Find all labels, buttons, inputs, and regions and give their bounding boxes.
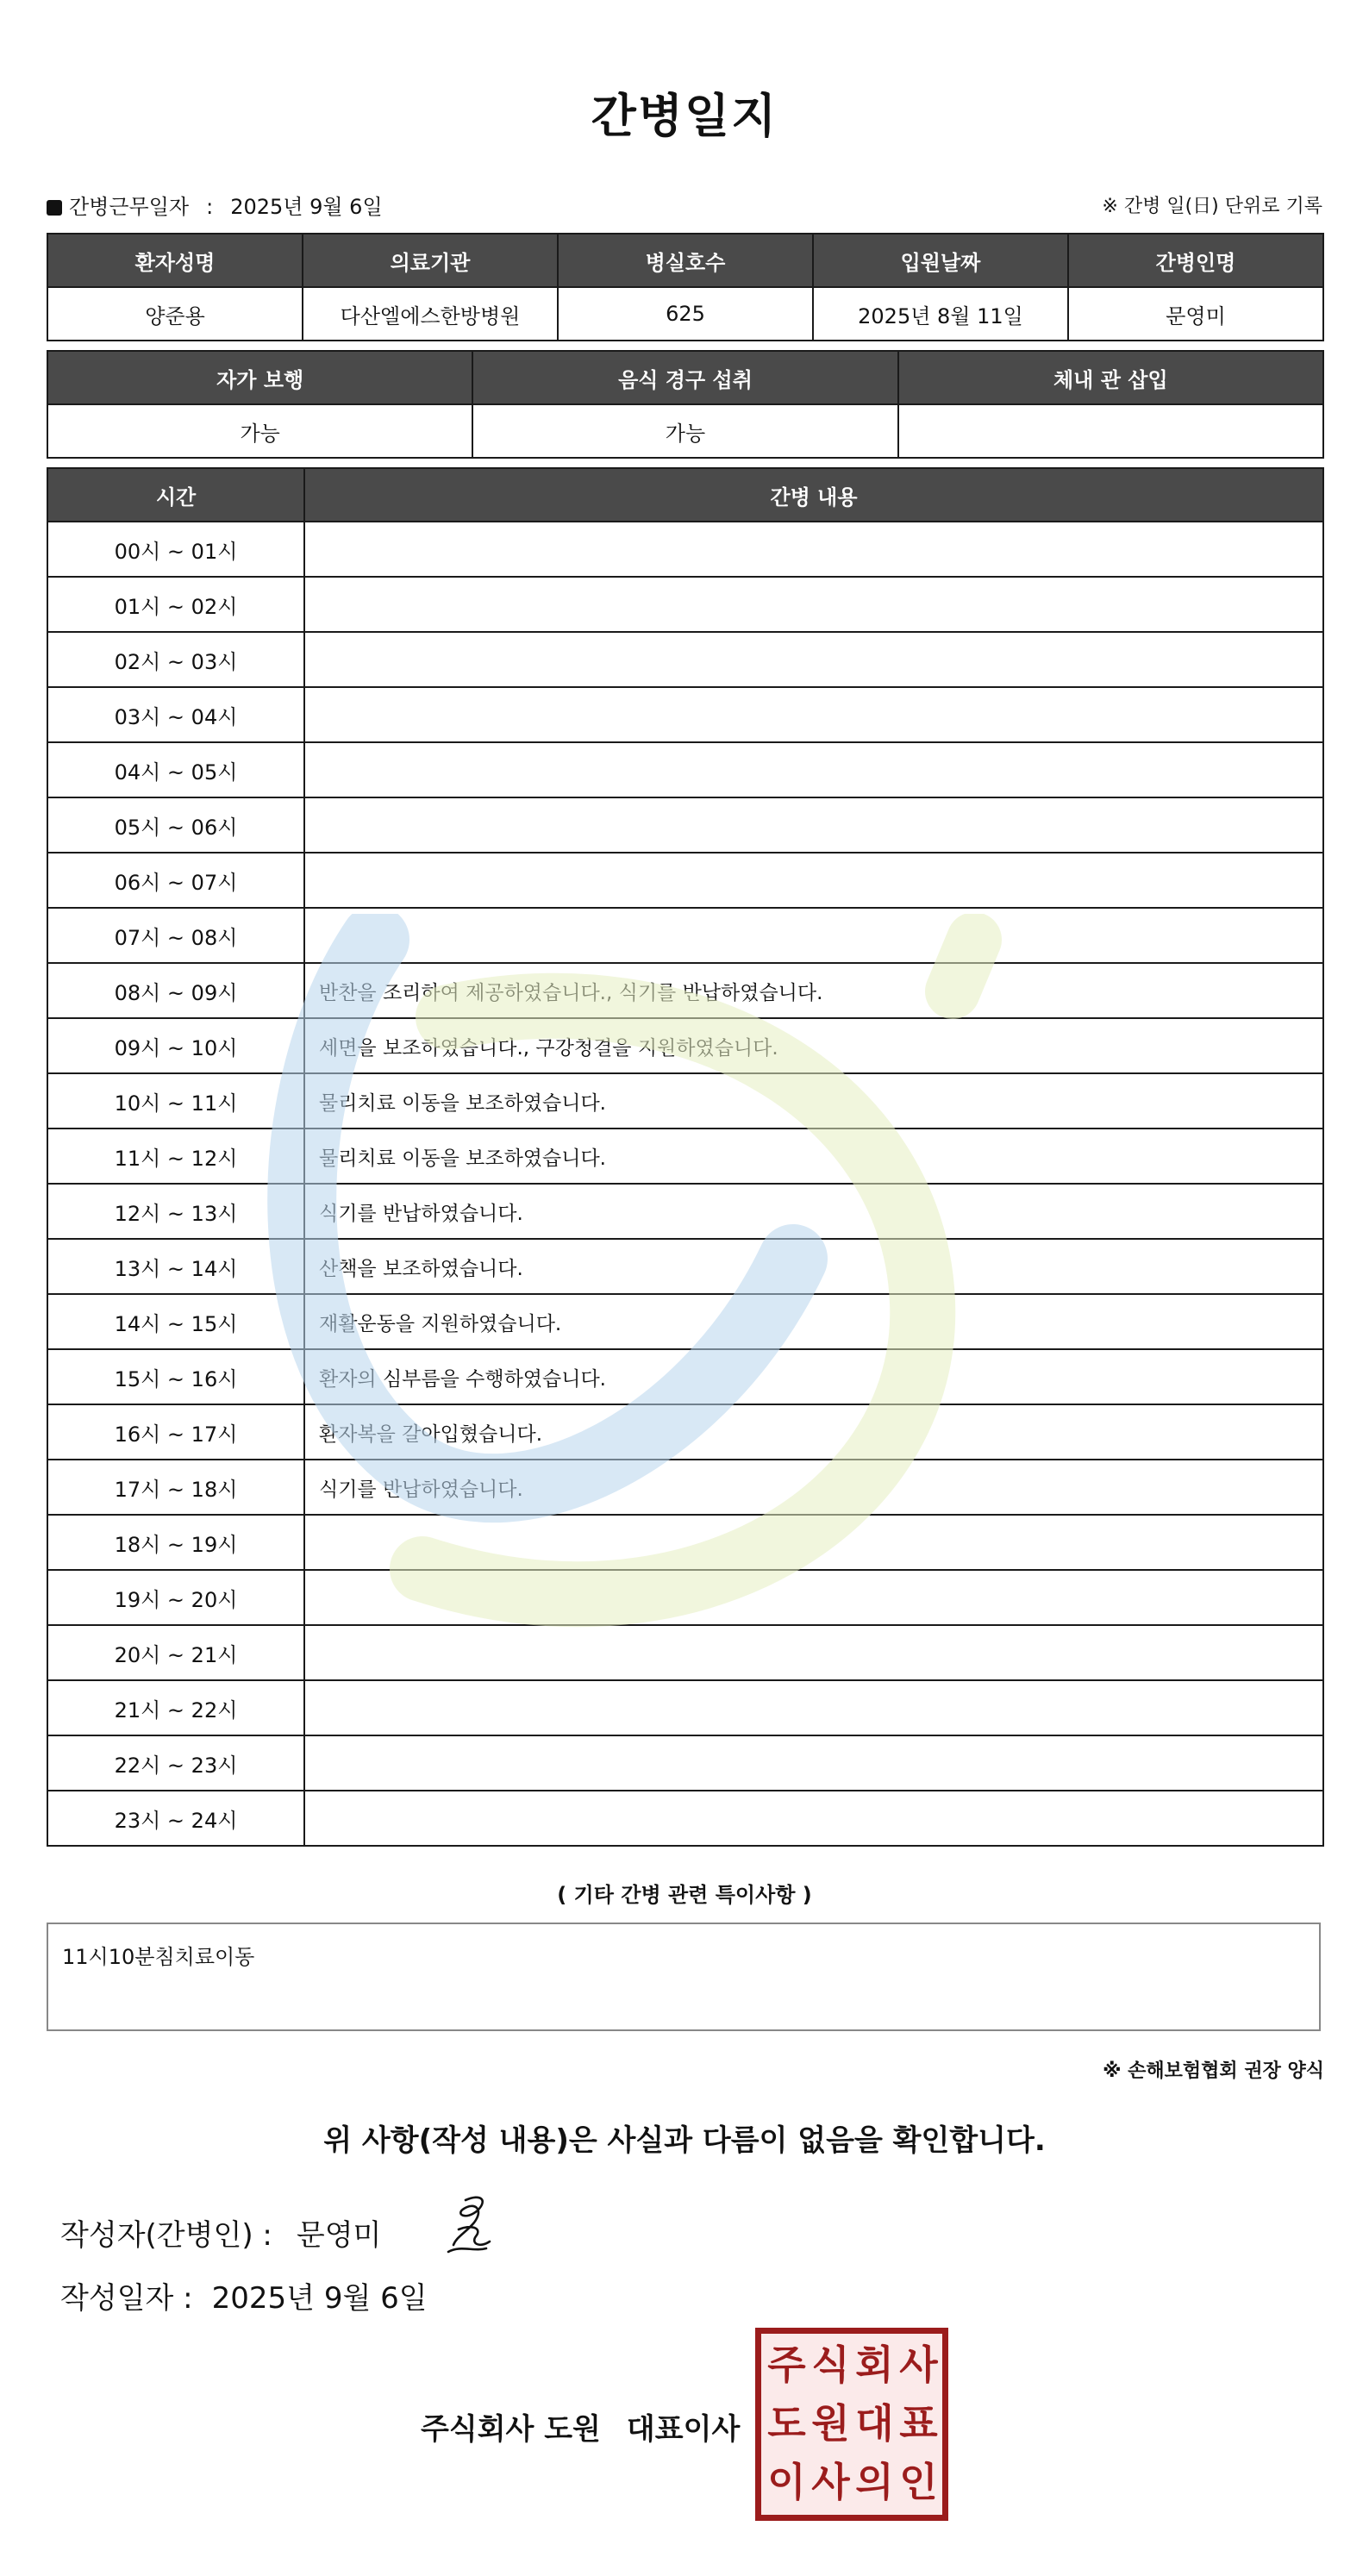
log-row: [47, 632, 1323, 687]
company-name: 주식회사 도원: [421, 2412, 601, 2447]
notes-title: ( 기타 간병 관련 특이사항 ): [557, 1883, 812, 1907]
log-time: 10시 ~ 11시: [47, 1073, 304, 1129]
log-content: [304, 1625, 1323, 1680]
log-row: [47, 797, 1323, 853]
log-content: 환자복을 갈아입혔습니다.: [304, 1404, 1323, 1460]
log-content: [304, 632, 1323, 687]
header-caregiver-name: 간병인명: [1068, 234, 1323, 287]
log-row: [47, 1680, 1323, 1735]
log-row: [47, 522, 1323, 577]
log-row: [47, 1515, 1323, 1570]
seal-char: 도: [767, 2400, 806, 2447]
log-row: [47, 1239, 1323, 1294]
log-row: [47, 1570, 1323, 1625]
log-row: [47, 908, 1323, 963]
header-self-walking: 자가 보행: [47, 351, 472, 404]
log-time: 15시 ~ 16시: [47, 1349, 304, 1404]
header-time: 시간: [47, 468, 304, 522]
seal-char: 이: [767, 2459, 806, 2505]
notes-box: 11시10분침치료이동: [47, 1923, 1321, 2031]
seal-char: 표: [899, 2400, 938, 2447]
seal-char: 식: [811, 2342, 850, 2388]
patient-info-table: [47, 233, 1324, 341]
log-content: 식기를 반납하였습니다.: [304, 1460, 1323, 1515]
work-date-separator: :: [206, 195, 214, 219]
header-admission-date: 입원날짜: [813, 234, 1068, 287]
log-time: 08시 ~ 09시: [47, 963, 304, 1018]
log-time: 05시 ~ 06시: [47, 797, 304, 853]
log-content: [304, 1791, 1323, 1846]
seal-char: 대: [855, 2400, 894, 2447]
log-time: 06시 ~ 07시: [47, 853, 304, 908]
log-time: 22시 ~ 23시: [47, 1735, 304, 1791]
log-time: 01시 ~ 02시: [47, 577, 304, 632]
log-content: [304, 853, 1323, 908]
log-content: 물리치료 이동을 보조하였습니다.: [304, 1073, 1323, 1129]
page-title: 간병일지: [591, 89, 778, 143]
log-row: [47, 1349, 1323, 1404]
log-content: [304, 1735, 1323, 1791]
company-title: 대표이사: [626, 2412, 741, 2447]
log-time: 17시 ~ 18시: [47, 1460, 304, 1515]
writer-name: 문영미: [296, 2218, 382, 2253]
log-row: [47, 1294, 1323, 1349]
log-content: [304, 577, 1323, 632]
log-row: [47, 687, 1323, 742]
work-date-value: 2025년 9월 6일: [230, 195, 383, 219]
log-time: 04시 ~ 05시: [47, 742, 304, 797]
log-time: 11시 ~ 12시: [47, 1129, 304, 1184]
status-header-row: [47, 351, 1323, 404]
log-row: [47, 1129, 1323, 1184]
association-note: ※ 손해보험협회 권장 양식: [1103, 2060, 1324, 2082]
seal-char: 원: [811, 2400, 850, 2447]
log-time: 07시 ~ 08시: [47, 908, 304, 963]
log-content: 반찬을 조리하여 제공하였습니다., 식기를 반납하였습니다.: [304, 963, 1323, 1018]
log-time: 23시 ~ 24시: [47, 1791, 304, 1846]
log-row: [47, 1625, 1323, 1680]
writer-line: [60, 2211, 381, 2254]
oral-intake-value: 가능: [472, 404, 897, 458]
seal-char: 주: [767, 2342, 806, 2388]
handwritten-signature: [440, 2191, 500, 2260]
patient-value-row: [47, 287, 1323, 341]
header-patient-name: 환자성명: [47, 234, 303, 287]
log-time: 19시 ~ 20시: [47, 1570, 304, 1625]
log-row: [47, 853, 1323, 908]
header-institution: 의료기관: [303, 234, 558, 287]
log-content: 환자의 심부름을 수행하였습니다.: [304, 1349, 1323, 1404]
company-line: [421, 2405, 740, 2448]
header-room-number: 병실호수: [558, 234, 813, 287]
log-row: [47, 742, 1323, 797]
log-body: [47, 522, 1323, 1846]
writer-label: 작성자(간병인) :: [60, 2218, 272, 2253]
header-oral-intake: 음식 경구 섭취: [472, 351, 897, 404]
work-date: [47, 190, 383, 220]
log-row: [47, 963, 1323, 1018]
admission-date: 2025년 8월 11일: [813, 287, 1068, 341]
patient-status-table: [47, 350, 1324, 459]
log-content: [304, 797, 1323, 853]
log-content: [304, 1680, 1323, 1735]
header-tube-insertion: 체내 관 삽입: [898, 351, 1323, 404]
patient-name: 양준용: [47, 287, 303, 341]
log-row: [47, 1073, 1323, 1129]
seal-char: 회: [855, 2342, 894, 2388]
log-content: 식기를 반납하였습니다.: [304, 1184, 1323, 1239]
log-row: [47, 1018, 1323, 1073]
room-number: 625: [558, 287, 813, 341]
log-time: 14시 ~ 15시: [47, 1294, 304, 1349]
log-time: 13시 ~ 14시: [47, 1239, 304, 1294]
log-content: 물리치료 이동을 보조하였습니다.: [304, 1129, 1323, 1184]
log-content: 재활운동을 지원하였습니다.: [304, 1294, 1323, 1349]
log-content: 산책을 보조하였습니다.: [304, 1239, 1323, 1294]
written-date-line: [60, 2274, 428, 2317]
log-content: 세면을 보조하였습니다., 구강청결을 지원하였습니다.: [304, 1018, 1323, 1073]
status-value-row: [47, 404, 1323, 458]
log-content: [304, 1515, 1323, 1570]
log-row: [47, 1404, 1323, 1460]
log-time: 18시 ~ 19시: [47, 1515, 304, 1570]
log-time: 02시 ~ 03시: [47, 632, 304, 687]
log-time: 20시 ~ 21시: [47, 1625, 304, 1680]
log-content: [304, 908, 1323, 963]
log-row: [47, 577, 1323, 632]
log-time: 12시 ~ 13시: [47, 1184, 304, 1239]
log-row: [47, 1460, 1323, 1515]
log-time: 00시 ~ 01시: [47, 522, 304, 577]
company-seal-stamp: [755, 2328, 948, 2521]
written-date-value: 2025년 9월 6일: [211, 2281, 428, 2316]
seal-char: 사: [811, 2459, 850, 2505]
confirmation-statement: 위 사항(작성 내용)은 사실과 다름이 없음을 확인합니다.: [323, 2123, 1046, 2158]
patient-header-row: [47, 234, 1323, 287]
seal-char: 의: [855, 2459, 894, 2505]
log-time: 21시 ~ 22시: [47, 1680, 304, 1735]
caregiver-name: 문영미: [1068, 287, 1323, 341]
seal-char: 인: [899, 2459, 938, 2505]
log-content: [304, 687, 1323, 742]
log-row: [47, 1735, 1323, 1791]
log-content: [304, 742, 1323, 797]
log-time: 16시 ~ 17시: [47, 1404, 304, 1460]
header-care-content: 간병 내용: [304, 468, 1323, 522]
work-date-label: 간병근무일자: [69, 195, 190, 219]
seal-characters: [765, 2335, 941, 2511]
care-log-table: [47, 467, 1324, 1847]
log-time: 03시 ~ 04시: [47, 687, 304, 742]
bullet-square-icon: [47, 200, 62, 216]
written-date-label: 작성일자 :: [60, 2281, 193, 2316]
record-unit-note: ※ 간병 일(日) 단위로 기록: [1102, 196, 1322, 217]
meta-row: [47, 190, 1322, 221]
log-time: 09시 ~ 10시: [47, 1018, 304, 1073]
log-row: [47, 1791, 1323, 1846]
log-row: [47, 1184, 1323, 1239]
seal-char: 사: [899, 2342, 938, 2388]
log-header-row: [47, 468, 1323, 522]
tube-insertion-value: [898, 404, 1323, 458]
log-content: [304, 522, 1323, 577]
log-content: [304, 1570, 1323, 1625]
self-walking-value: 가능: [47, 404, 472, 458]
institution: 다산엘에스한방병원: [303, 287, 558, 341]
